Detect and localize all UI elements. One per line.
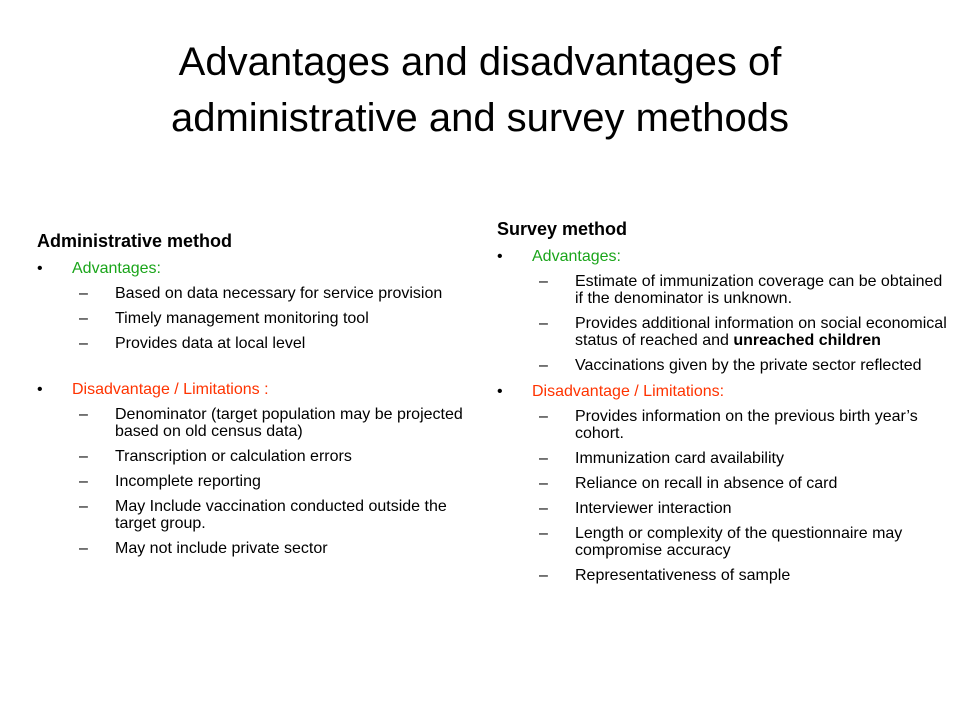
spacer	[37, 360, 487, 380]
survey-advantage-3: Vaccinations given by the private sector reflected	[575, 357, 922, 374]
list-item	[37, 285, 487, 302]
administrative-disadvantages-bullet	[37, 380, 487, 400]
survey-disadvantage-1: Provides information on the previous birth year’s cohort.	[575, 408, 918, 442]
survey-advantage-1: Estimate of immunization coverage can be obtained if the denominator is unknown.	[575, 273, 943, 307]
slide-title	[60, 34, 900, 146]
bullet-icon: •	[37, 260, 43, 277]
dash-icon: –	[79, 473, 88, 490]
administrative-disadvantage-4: May Include vaccination conducted outside the target group.	[115, 498, 447, 532]
list-item	[37, 406, 487, 440]
administrative-disadvantage-2: Transcription or calculation errors	[115, 448, 352, 465]
list-item	[497, 408, 947, 442]
dash-icon: –	[539, 500, 548, 517]
dash-icon: –	[79, 540, 88, 557]
survey-disadvantage-3: Reliance on recall in absence of card	[575, 475, 838, 492]
dash-icon: –	[539, 525, 548, 542]
list-item	[497, 273, 947, 307]
survey-disadvantages-bullet	[497, 382, 947, 402]
dash-icon: –	[79, 406, 88, 423]
administrative-disadvantage-5: May not include private sector	[115, 540, 328, 557]
list-item	[37, 310, 487, 327]
survey-advantages-label: Advantages:	[532, 248, 621, 265]
survey-heading: Survey method	[497, 219, 628, 239]
survey-advantages-bullet	[497, 247, 947, 267]
dash-icon: –	[79, 310, 88, 327]
list-item	[497, 475, 947, 492]
list-item	[37, 540, 487, 557]
administrative-column	[37, 229, 487, 565]
dash-icon: –	[539, 273, 548, 290]
bullet-icon: •	[497, 248, 503, 265]
dash-icon: –	[539, 357, 548, 374]
survey-disadvantages-label: Disadvantage / Limitations:	[532, 383, 725, 400]
dash-icon: –	[539, 315, 548, 332]
administrative-disadvantages-label: Disadvantage / Limitations :	[72, 381, 269, 398]
dash-icon: –	[79, 448, 88, 465]
list-item	[497, 357, 947, 374]
administrative-advantage-1: Based on data necessary for service provision	[115, 285, 443, 302]
list-item	[497, 450, 947, 467]
list-item	[37, 498, 487, 532]
list-item	[497, 525, 947, 559]
bullet-icon: •	[37, 381, 43, 398]
list-item	[497, 315, 947, 349]
list-item	[37, 448, 487, 465]
title-line-1: Advantages and disadvantages of	[178, 40, 782, 84]
list-item	[497, 567, 947, 584]
survey-advantage-2-bold: unreached children	[733, 332, 881, 349]
dash-icon: –	[79, 285, 88, 302]
survey-disadvantage-6: Representativeness of sample	[575, 567, 791, 584]
administrative-disadvantage-3: Incomplete reporting	[115, 473, 261, 490]
dash-icon: –	[79, 335, 88, 352]
list-item	[37, 473, 487, 490]
administrative-advantage-2: Timely management monitoring tool	[115, 310, 369, 327]
dash-icon: –	[539, 450, 548, 467]
survey-disadvantage-2: Immunization card availability	[575, 450, 784, 467]
dash-icon: –	[79, 498, 88, 515]
administrative-advantages-label: Advantages:	[72, 260, 161, 277]
administrative-disadvantage-1: Denominator (target population may be projected based on old census data)	[115, 406, 463, 440]
administrative-advantages-bullet	[37, 259, 487, 279]
dash-icon: –	[539, 475, 548, 492]
administrative-heading: Administrative method	[37, 231, 233, 251]
dash-icon: –	[539, 567, 548, 584]
survey-disadvantage-4: Interviewer interaction	[575, 500, 732, 517]
administrative-advantage-3: Provides data at local level	[115, 335, 306, 352]
dash-icon: –	[539, 408, 548, 425]
survey-disadvantage-5: Length or complexity of the questionnaire may compromise accuracy	[575, 525, 903, 559]
list-item	[37, 335, 487, 352]
list-item	[497, 500, 947, 517]
bullet-icon: •	[497, 383, 503, 400]
title-line-2: administrative and survey methods	[170, 96, 790, 140]
survey-column	[497, 217, 947, 592]
survey-advantage-2: Provides additional information on social economical status of reached and	[575, 315, 947, 349]
